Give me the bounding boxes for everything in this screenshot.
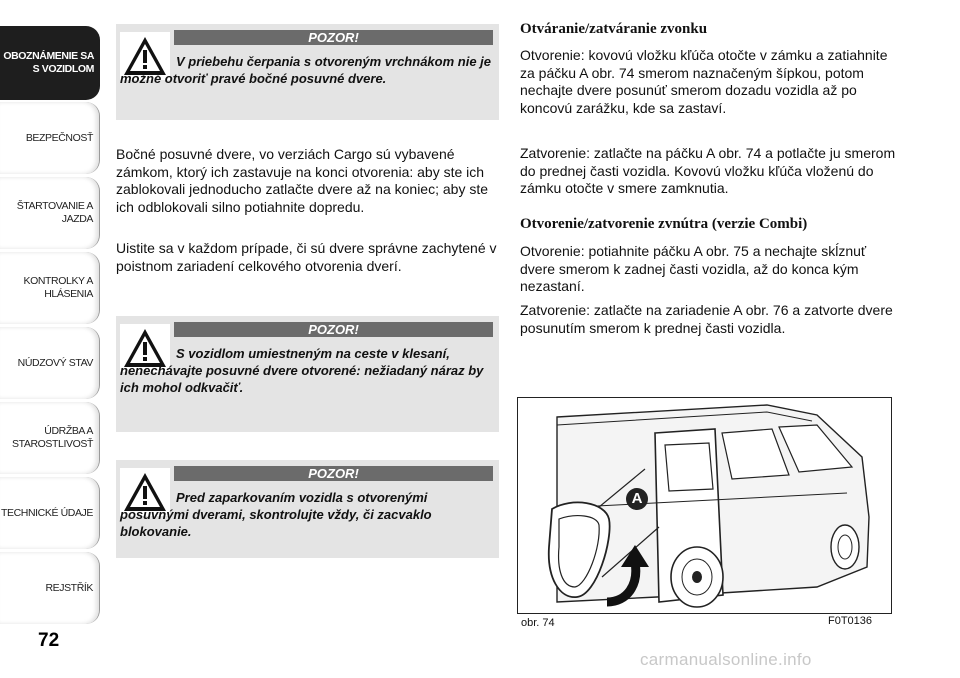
paragraph: Uistite sa v každom prípade, či sú dvere správne zachytené v poistnom zariadení celkového otvorenia dverí. [116, 240, 497, 274]
chapter-tabs [0, 0, 102, 678]
paragraph: Otvorenie: kovovú vložku kľúča otočte v zámku a zatiahnite za páčku A obr. 74 smerom naznačeným šípkou, potom nechajte dvere posunúť smerom dozadu vozidla až po koncovú zarážku, kde sa zastaví. [520, 47, 888, 116]
warning-text: S vozidlom umiestneným na ceste v klesaní, nenechávajte posuvné dvere otvorené: nežiadaný náraz by ich mohol odkvačiť. [120, 346, 484, 395]
warning-title: POZOR! [174, 466, 493, 481]
van-sliding-door-illustration [517, 397, 892, 614]
section-heading: Otváranie/zatváranie zvonku [520, 21, 708, 37]
watermark-text: carmanualsonline.info [640, 650, 812, 669]
tab-udrzba[interactable] [0, 402, 100, 474]
figure-caption: obr. 74 [521, 617, 555, 629]
section-heading: Otvorenie/zatvorenie zvnútra (verzie Combi) [520, 216, 808, 232]
tab-startovanie[interactable] [0, 177, 100, 249]
paragraph: Bočné posuvné dvere, vo verziách Cargo sú vybavené zámkom, ktorý ich zastavuje na konci otvorenia: aby ste ich zablokovali jednoducho zatlačte dvere až na koniec; aby ste ich odblokovali silno potiahnite dopredu. [116, 146, 489, 215]
warning-title: POZOR! [174, 30, 493, 45]
tab-kontrolky[interactable] [0, 252, 100, 324]
tab-label: BEZPEČNOSŤ [25, 131, 93, 144]
tab-label: KONTROLKY A HLÁSENIA [23, 275, 93, 300]
callout-a-label: A [631, 490, 643, 507]
warning-box-3 [116, 460, 499, 558]
warning-text: Pred zaparkovaním vozidla s otvorenými posuvnými dverami, skontrolujte vždy, či zacvaklo blokovanie. [120, 490, 432, 539]
paragraph: Zatvorenie: zatlačte na zariadenie A obr. 76 a zatvorte dvere posunutím smerom k prednej časti vozidla. [520, 302, 893, 336]
tab-label: TECHNICKÉ ÚDAJE [0, 506, 93, 519]
page-number: 72 [38, 630, 60, 651]
figure-code: F0T0136 [828, 615, 873, 627]
warning-box-1 [116, 24, 499, 120]
warning-box-2 [116, 316, 499, 432]
tab-label: REJSTŘÍK [45, 581, 93, 594]
tab-oboznamenie[interactable] [0, 26, 100, 100]
tab-label: ÚDRŽBA A STAROSTLIVOSŤ [12, 425, 93, 450]
paragraph: Zatvorenie: zatlačte na páčku A obr. 74 a potlačte ju smerom do prednej časti vozidla. Kovovú vložku kľúča vloženú do zámku otočte v smere zamknutia. [520, 145, 896, 196]
tab-nudzovy-stav[interactable] [0, 327, 100, 399]
warning-title: POZOR! [174, 322, 493, 337]
tab-label: ŠTARTOVANIE A JAZDA [16, 200, 93, 225]
tab-label: OBOZNÁMENIE SA S VOZIDLOM [3, 50, 94, 75]
tab-technicke-udaje[interactable] [0, 477, 100, 549]
tab-rejstrik[interactable] [0, 552, 100, 624]
tab-bezpecnost[interactable] [0, 102, 100, 174]
paragraph: Otvorenie: potiahnite páčku A obr. 75 a nechajte skĺznuť dvere smerom k zadnej časti vozidla, až do konca kým nezastaní. [520, 243, 867, 294]
tab-label: NÚDZOVÝ STAV [17, 356, 93, 369]
warning-text: V priebehu čerpania s otvoreným vrchnákom nie je možné otvoriť pravé bočné posuvné dvere. [120, 54, 491, 86]
